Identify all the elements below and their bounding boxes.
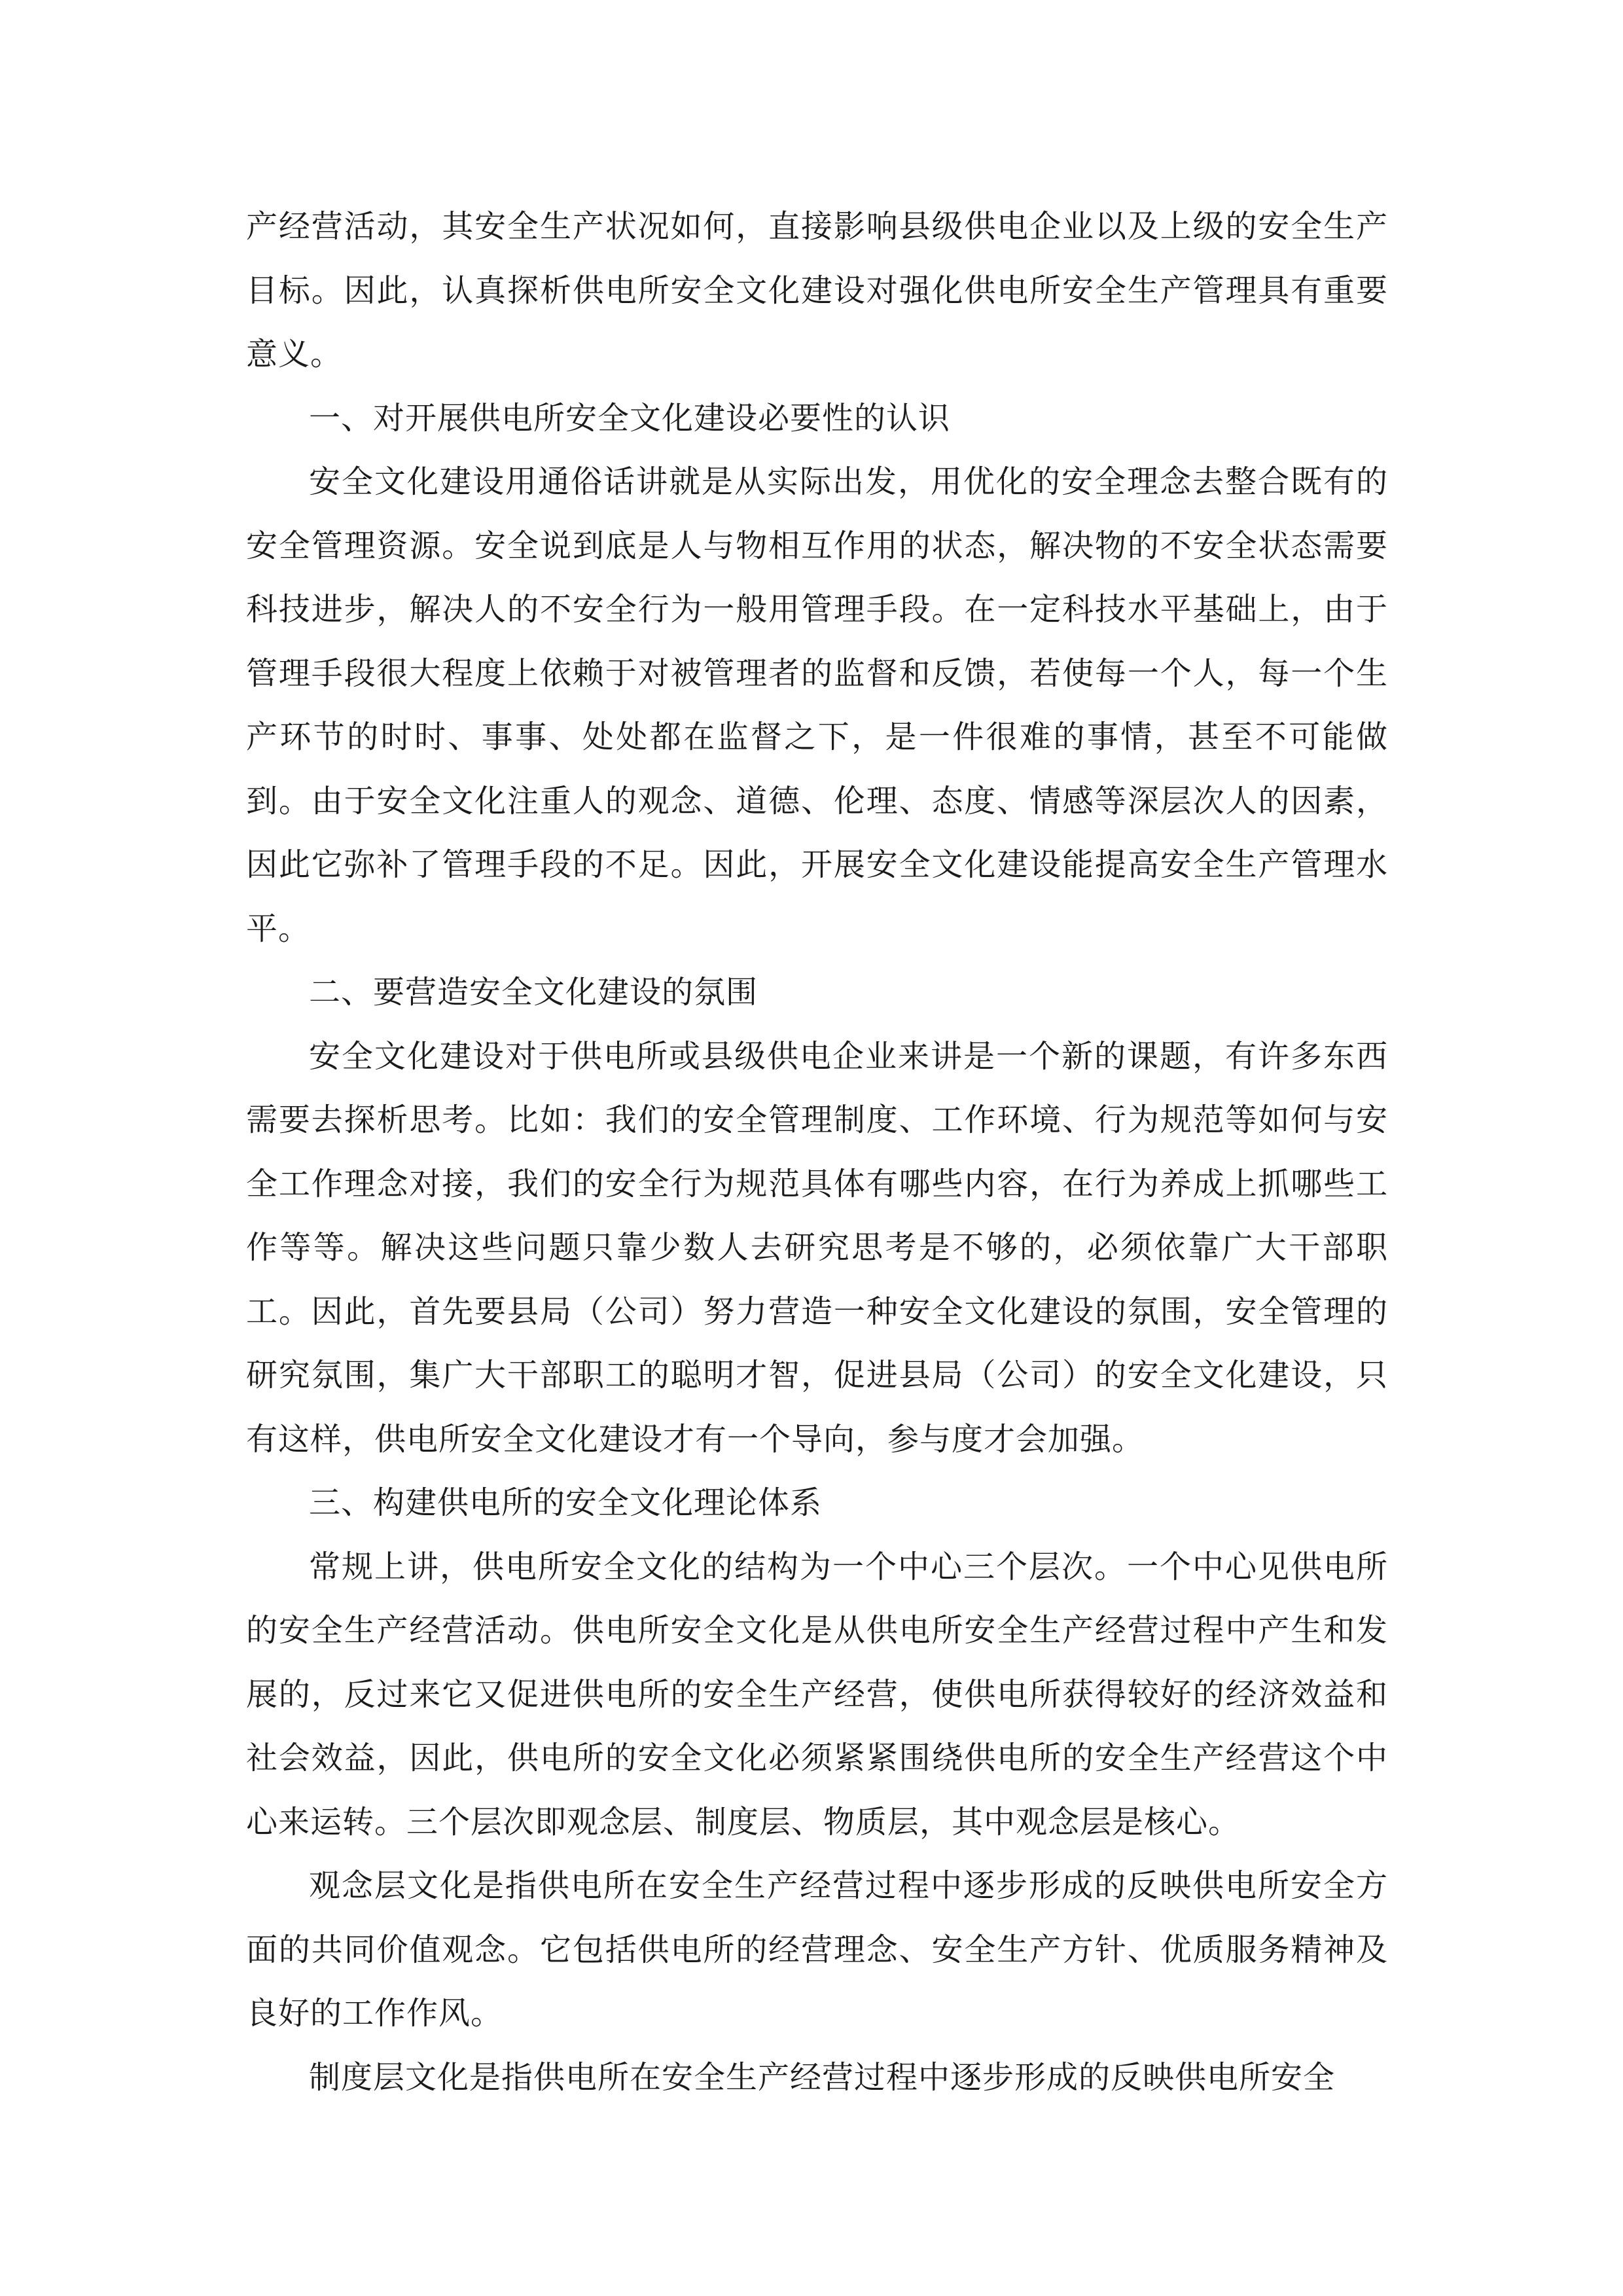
paragraph-section-2: 安全文化建设对于供电所或县级供电企业来讲是一个新的课题，有许多东西需要去探析思考。比如：我们的安全管理制度、工作环境、行为规范等如何与安全工作理念对接，我们的安全行为规范具体有哪些内容，在行为养成上抓哪些工作等等。解决这些问题只靠少数人去研究思考是不够的，必须依靠广大干部职工。因此，首先要县局（公司）努力营造一种安全文化建设的氛围，安全管理的研究氛围，集广大干部职工的聪明才智，促进县局（公司）的安全文化建设，只有这样，供电所安全文化建设才有一个导向，参与度才会加强。 [246,1037,1388,1458]
paragraph-concept-layer: 观念层文化是指供电所在安全生产经营过程中逐步形成的反映供电所安全方面的共同价值观念。它包括供电所的经营理念、安全生产方针、优质服务精神及良好的工作作风。 [246,1867,1388,2032]
document-page [246,195,1388,2109]
paragraph-system-layer: 制度层文化是指供电所在安全生产经营过程中逐步形成的反映供电所安全 [309,2058,1336,2096]
section-heading-2: 二、要营造安全文化建设的氛围 [309,974,758,1011]
paragraph-section-3-structure: 常规上讲，供电所安全文化的结构为一个中心三个层次。一个中心见供电所的安全生产经营活动。供电所安全文化是从供电所安全生产经营过程中产生和发展的，反过来它又促进供电所的安全生产经营，使供电所获得较好的经济效益和社会效益，因此，供电所的安全文化必须紧紧围绕供电所的安全生产经营这个中心来运转。三个层次即观念层、制度层、物质层，其中观念层是核心。 [246,1548,1388,1840]
section-heading-1: 一、对开展供电所安全文化建设必要性的认识 [309,399,951,437]
paragraph-intro-continued: 产经营活动，其安全生产状况如何，直接影响县级供电企业以及上级的安全生产目标。因此，认真探析供电所安全文化建设对强化供电所安全生产管理具有重要意义。 [246,208,1388,372]
section-heading-3: 三、构建供电所的安全文化理论体系 [309,1484,823,1521]
paragraph-section-1: 安全文化建设用通俗话讲就是从实际出发，用优化的安全理念去整合既有的安全管理资源。安全说到底是人与物相互作用的状态，解决物的不安全状态需要科技进步，解决人的不安全行为一般用管理手段。在一定科技水平基础上，由于管理手段很大程度上依赖于对被管理者的监督和反馈，若使每一个人，每一个生产环节的时时、事事、处处都在监督之下，是一件很难的事情，甚至不可能做到。由于安全文化注重人的观念、道德、伦理、态度、情感等深层次人的因素，因此它弥补了管理手段的不足。因此，开展安全文化建设能提高安全生产管理水平。 [246,463,1388,947]
